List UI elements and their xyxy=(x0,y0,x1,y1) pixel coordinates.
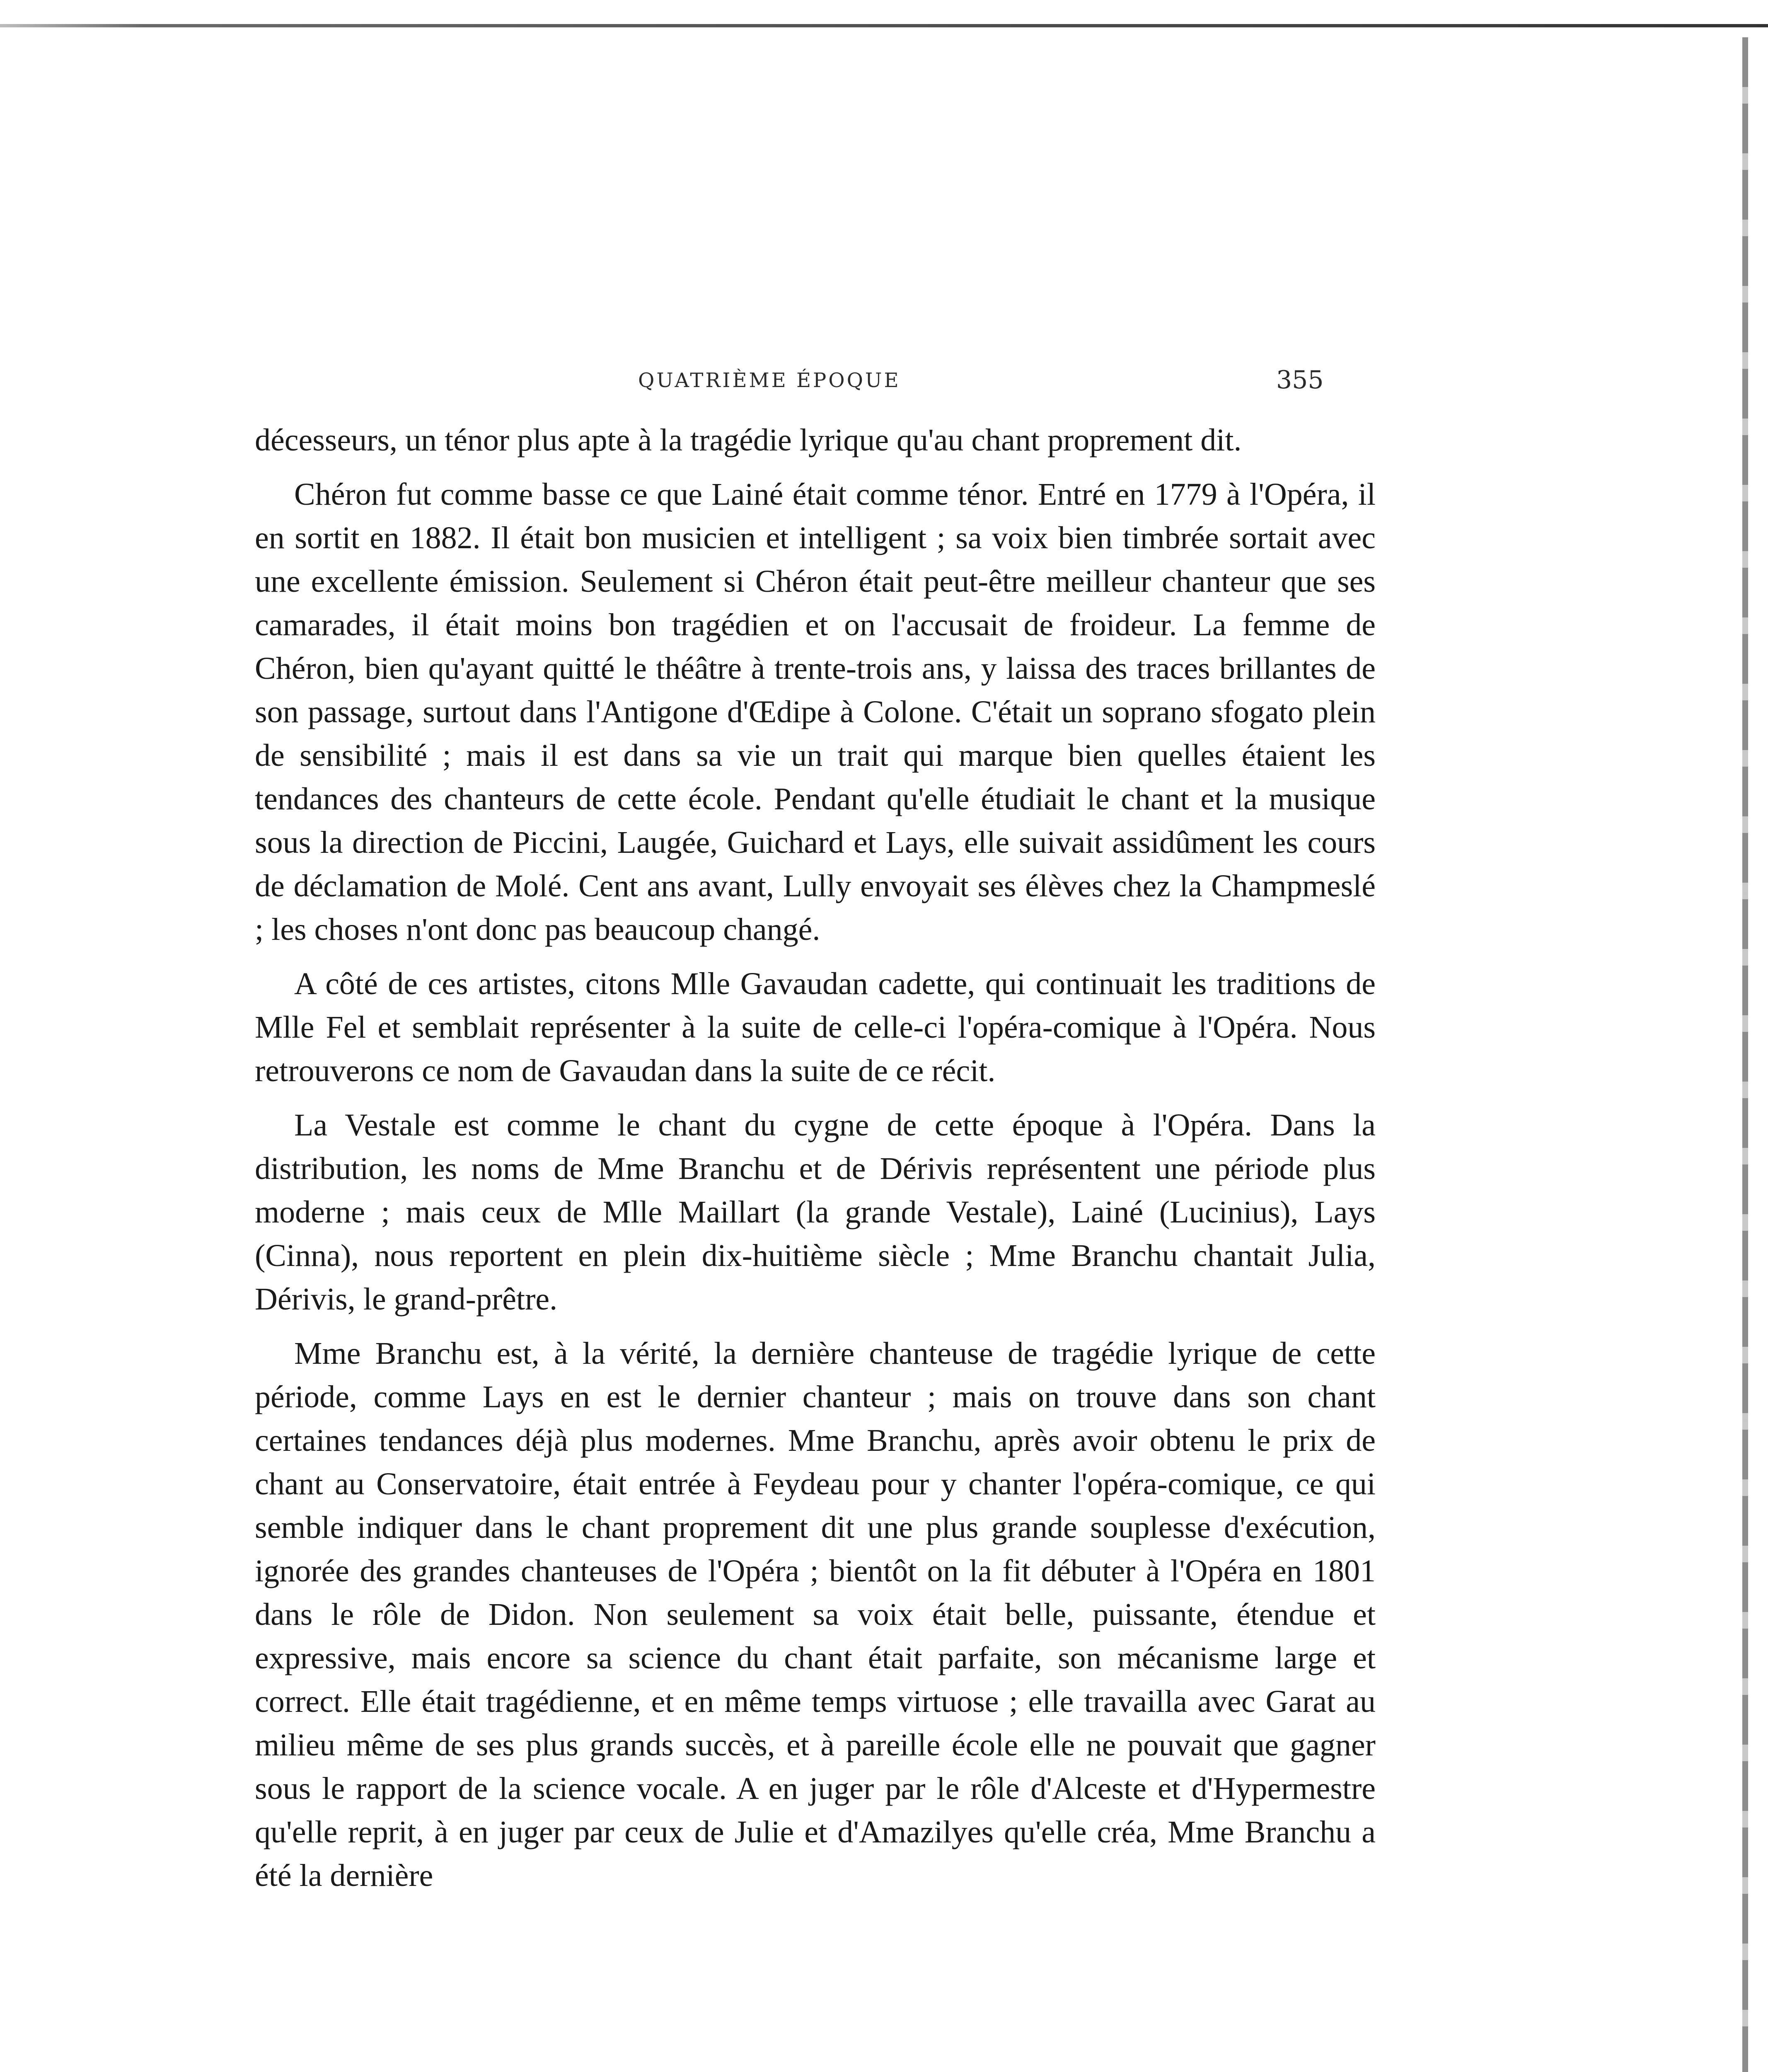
paragraph: Chéron fut comme basse ce que Lainé était comme ténor. Entré en 1779 à l'Opéra, il en sortit en 1882. Il était bon musicien et intelligent ; sa voix bien timbrée sortait avec une excellente émission. Seulement si Chéron était peut-être meilleur chanteur que ses camarades, il était moins bon tragédien et on l'accusait de froideur. La femme de Chéron, bien qu'ayant quitté le théâtre à trente-trois ans, y laissa des traces brillantes de son passage, surtout dans l'Antigone d'Œdipe à Colone. C'était un soprano sfogato plein de sensibilité ; mais il est dans sa vie un trait qui marque bien quelles étaient les tendances des chanteurs de cette école. Pendant qu'elle étudiait le chant et la musique sous la direction de Piccini, Laugée, Guichard et Lays, elle suivait assidûment les cours de déclamation de Molé. Cent ans avant, Lully envoyait ses élèves chez la Champmeslé ; les choses n'ont donc pas beaucoup changé. xyxy=(255,477,1376,947)
paragraph: La Vestale est comme le chant du cygne de cette époque à l'Opéra. Dans la distribution, les noms de Mme Branchu et de Dérivis représentent une période plus moderne ; mais ceux de Mlle Maillart (la grande Vestale), Lainé (Lucinius), Lays (Cinna), nous reportent en plein dix-huitième siècle ; Mme Branchu chantait Julia, Dérivis, le grand-prêtre. xyxy=(255,1108,1376,1317)
scan-top-edge-line xyxy=(0,24,1768,27)
paragraph: décesseurs, un ténor plus apte à la tragédie lyrique qu'au chant proprement dit. xyxy=(255,423,1242,457)
paragraph: A côté de ces artistes, citons Mlle Gavaudan cadette, qui continuait les traditions de Mlle Fel et semblait représenter à la suite de celle-ci l'opéra-comique à l'Opéra. Nous retrouverons ce nom de Gavaudan dans la suite de ce récit. xyxy=(255,966,1376,1088)
running-head: QUATRIÈME ÉPOQUE xyxy=(638,369,901,392)
body-text xyxy=(255,419,1376,1908)
paragraph: Mme Branchu est, à la vérité, la dernière chanteuse de tragédie lyrique de cette période, comme Lays en est le dernier chanteur ; mais on trouve dans son chant certaines tendances déjà plus modernes. Mme Branchu, après avoir obtenu le prix de chant au Conservatoire, était entrée à Feydeau pour y chanter l'opéra-comique, ce qui semble indiquer dans le chant proprement dit une plus grande souplesse d'exécution, ignorée des grandes chanteuses de l'Opéra ; bientôt on la fit débuter à l'Opéra en 1801 dans le rôle de Didon. Non seulement sa voix était belle, puissante, étendue et expressive, mais encore sa science du chant était parfaite, son mécanisme large et correct. Elle était tragédienne, et en même temps virtuose ; elle travailla avec Garat au milieu même de ses plus grands succès, et à pareille école elle ne pouvait que gagner sous le rapport de la science vocale. A en juger par le rôle d'Alceste et d'Hypermestre qu'elle reprit, à en juger par ceux de Julie et d'Amazilyes qu'elle créa, Mme Branchu a été la dernière xyxy=(255,1336,1376,1893)
page-number: 355 xyxy=(1276,366,1324,395)
scan-right-edge-shadow xyxy=(1742,37,1748,2072)
